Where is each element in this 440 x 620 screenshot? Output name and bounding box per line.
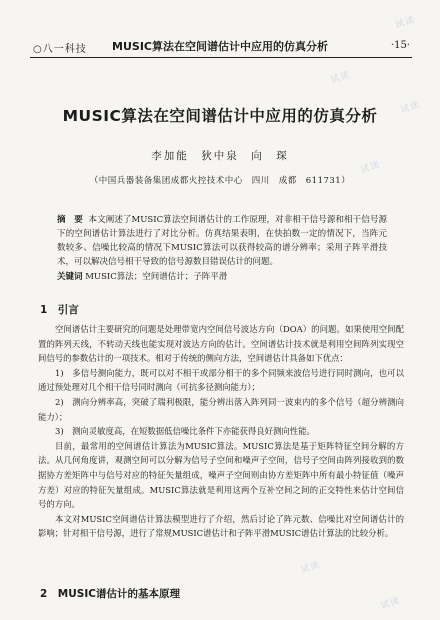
journal-name: ○八一科技 [33,44,87,55]
page-number: ·15· [390,40,410,51]
paper-affiliation: （中国兵器装备集团成都火控技术中心 四川 成都 611731） [89,176,351,186]
keywords-label: 关键词 [57,272,83,282]
watermark-stamp: 试读 [299,560,322,576]
watermark-stamp: 试读 [379,596,402,612]
keywords [57,270,387,284]
paper-title: MUSIC算法在空间谱估计中应用的仿真分析 [62,107,378,125]
body-text [38,322,404,541]
watermark-stamp: 试读 [359,160,382,176]
header-rule [30,57,412,58]
running-title: MUSIC算法在空间谱估计中应用的仿真分析 [112,40,328,53]
abstract-label: 摘 要 [57,215,83,225]
abstract-text: 本文阐述了MUSIC算法空间谱估计的工作原理，对非相干信号源和相干信号源下的空间谱估计算法进行了对比分析。仿真结果表明，在快拍数一定的情况下，当阵元数较多、信噪比较高的情况下MUSIC算法可以获得较高的谱分辨率；采用子阵平滑技术，可以解决信号相干导致的信号源数目错误估计的问题。 [57,215,387,267]
list-item: 3) 测向灵敏度高，在短数据低信噪比条件下亦能获得良好测向性能。 [55,426,315,437]
page-header [0,0,440,62]
abstract [57,213,387,269]
watermark-stamp: 试读 [399,100,422,116]
paragraph: 空间谱估计主要研究的问题是处理带宽内空间信号波达方向（DOA）的问题。如果使用空间配置的阵列天线，不转动天线也能实现对波达方向的估计。空间谱估计技术就是利用空间阵列实现空间信号的参数估计的一项技术。相对于传统的侧向方法，空间谱估计具备如下优点： [38,324,404,364]
list-item: 2) 测向分辨率高，突破了瑞利极限，能分辨出落入阵列同一波束内的多个信号（超分辨测向能力）； [38,396,404,422]
paragraph: 目前，最常用的空间谱估计算法为MUSIC算法。MUSIC算法是基于矩阵特征空间分解的方法。从几何角度讲，观测空间可以分解为信号子空间和噪声子空间，信号子空间由阵列接收到的数据协方差矩阵中与信号对应的特征矢量组成，噪声子空间则由协方差矩阵中所有最小特征值（噪声方差）对应的特征矢量组成。MUSIC算法就是利用这两个互补空间之间的正交特性来估计空间信号的方向。 [38,440,404,510]
watermark-stamp: 试读 [329,70,352,86]
watermark-stamp: 试读 [394,15,417,31]
section-heading-introduction: 1 引言 [40,304,79,316]
section-heading-music-principle: 2 MUSIC谱估计的基本原理 [40,588,180,600]
paragraph: 本文对MUSIC空间谱估计算法模型进行了介绍，然后讨论了阵元数、信噪比对空间谱估计的影响；针对相干信号源，进行了常规MUSIC谱估计和子阵平滑MUSIC谱估计算法的比较分析。 [38,513,404,539]
paper-authors: 李加能 狄中泉 向 琛 [151,150,289,162]
list-item: 1) 多信号测向能力，既可以对不相干或部分相干的多个同频来波信号进行同时测向，也可以通过预处理对几个相干信号同时测向（可抗多径测向能力）； [38,367,404,393]
keywords-text: MUSIC算法；空间谱估计；子阵平滑 [85,272,228,282]
